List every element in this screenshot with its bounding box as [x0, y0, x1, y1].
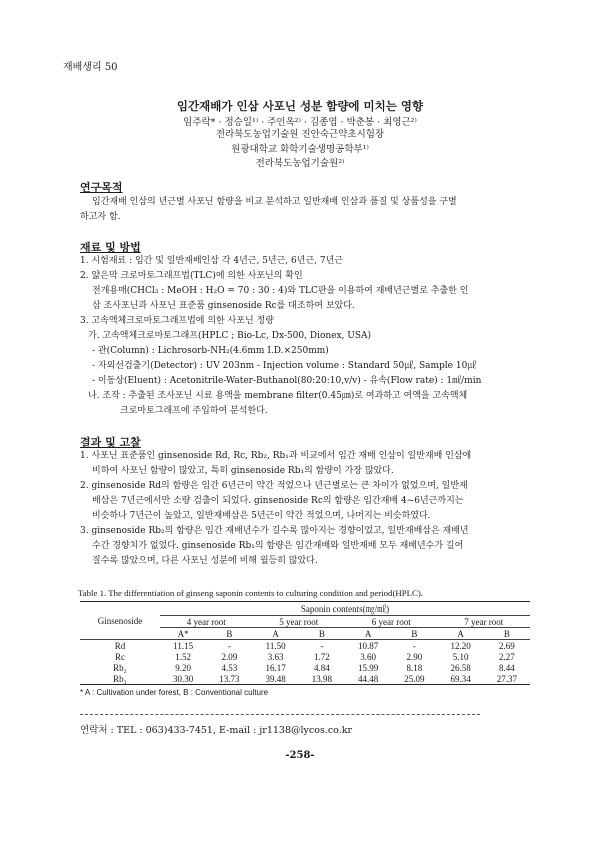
- group-header: 5 year root: [253, 616, 346, 628]
- contact-tel: TEL : 063)433-7451,: [116, 725, 216, 736]
- author-list: 임주락* · 정승일¹⁾ · 주인옥²⁾ · 김종엽 · 박춘봉 · 최영근²⁾: [183, 117, 417, 128]
- methods-heading: 재료 및 방법: [80, 241, 141, 254]
- table-cell: 15.99: [358, 662, 379, 673]
- text-line: 삼 조사포닌과 사포닌 표준품 ginsenoside Rc를 대조하여 보았다.: [92, 301, 355, 311]
- text-line: - 이동상(Eluent) : Acetonitrile-Water-Buthanol(80:20:10,v/v) - 유속(Flow rate) : 1㎖/min: [92, 376, 482, 386]
- text-line: 전개용매(CHCl₃ : MeOH : H₂O = 70 : 30 : 4)와 TLC판을 이용하여 재배년근별로 추출한 인: [92, 286, 469, 296]
- table-cell: 13.98: [311, 673, 332, 684]
- subcol-header: B: [299, 628, 345, 640]
- table-cell: 12.20: [450, 640, 471, 651]
- table-cell: 27.37: [496, 673, 517, 684]
- table-cell: 9.20: [175, 662, 191, 673]
- affiliation-block: [0, 128, 600, 172]
- row-label: Rc: [115, 651, 125, 662]
- table-cell: 3.60: [360, 651, 376, 662]
- table-cell: 11.50: [265, 640, 286, 651]
- saponin-span-header: Saponin contents(㎎/㎖): [160, 602, 530, 616]
- table-cell: 2.69: [499, 640, 515, 651]
- text-line: 나. 조작 : 추출된 조사포닌 시료 용액을 membrane filter(0.45㎛)로 여과하고 여액을 고속액체: [88, 391, 468, 401]
- table-cell: 3.63: [267, 651, 284, 662]
- contact-line: [80, 722, 352, 736]
- ginsenoside-col-header: Ginsenoside: [80, 602, 160, 640]
- affiliation-line: 원광대학교 화학기술생명공학부¹⁾: [231, 143, 369, 155]
- group-header: 4 year root: [160, 616, 253, 628]
- table-cell: 10.87: [358, 640, 379, 651]
- table-cell: 8.44: [499, 662, 515, 673]
- contact-label: 연락처 :: [80, 725, 114, 736]
- objective-heading: 연구목적: [80, 181, 123, 194]
- group-header: 7 year root: [438, 616, 531, 628]
- session-label: 재배생리 50: [63, 62, 118, 73]
- results-heading: 결과 및 고찰: [80, 436, 141, 449]
- subcol-header: A: [438, 628, 484, 640]
- table-cell: 69.34: [450, 673, 471, 684]
- table-cell: 4.53: [221, 662, 238, 673]
- text-line: 크로마토그래프에 주입하여 분석한다.: [120, 406, 268, 416]
- table-cell: 16.17: [265, 662, 286, 673]
- table-cell: 11.15: [173, 640, 194, 651]
- table-caption: Table 1. The differentiation of ginseng saponin contents to culturing condition and period(HPLC).: [78, 588, 423, 598]
- table-cell: 13.73: [219, 673, 240, 684]
- subcol-header: B: [391, 628, 437, 640]
- results-text: [80, 449, 540, 569]
- paper-title: 임간재배가 인삼 사포닌 성분 함량에 미치는 영향: [176, 99, 424, 113]
- table-row: [80, 662, 530, 673]
- table-cell: -: [320, 640, 324, 651]
- text-line: 3. ginsenoside Rb₂의 함량은 임간 재배년수가 길수록 많아지는 경향이었고, 일반재배삼은 재배년: [80, 526, 469, 536]
- text-line: 하고자 함.: [80, 212, 121, 222]
- group-header: 6 year root: [345, 616, 438, 628]
- subcol-header: A*: [160, 628, 206, 640]
- text-line: - 자외선검출기(Detector) : UV 203nm - Injection volume : Standard 50㎕, Sample 10㎕: [92, 361, 477, 371]
- contact-divider: [80, 714, 480, 715]
- results-table: [80, 601, 530, 685]
- text-line: 배삼은 7년근에서만 소량 검출이 되었다. ginsenoside Rc의 함량은 임간재배 4~6년근까지는: [92, 496, 464, 506]
- table-cell: 1.72: [314, 651, 330, 662]
- table-cell: 5.10: [452, 651, 469, 662]
- table-cell: -: [227, 640, 231, 651]
- table-cell: 2.90: [406, 651, 423, 662]
- text-line: 2. 얇은막 크로마토그래프법(TLC)에 의한 사포닌의 확인: [80, 271, 303, 281]
- table-cell: 4.84: [314, 662, 330, 673]
- page-number: -258-: [285, 750, 315, 761]
- table-cell: 2.27: [499, 651, 515, 662]
- table-cell: -: [412, 640, 416, 651]
- table-cell: 25.09: [404, 673, 425, 684]
- subcol-header: A: [253, 628, 299, 640]
- table-cell: 2.09: [221, 651, 238, 662]
- text-line: 1. 시험재료 : 임간 및 일반재배인삼 각 4년근, 5년근, 6년근, 7년근: [80, 256, 343, 266]
- table-cell: 1.52: [175, 651, 191, 662]
- row-label: Rb₂: [113, 662, 127, 673]
- methods-text: [80, 254, 540, 419]
- table-row: [80, 673, 530, 685]
- table-row: [80, 651, 530, 662]
- table-cell: 44.48: [358, 673, 379, 684]
- text-line: 가. 고속액체크로마토그래프(HPLC ; Bio-Lc, Dx-500, Dionex, USA): [88, 331, 372, 341]
- text-line: 질수록 많았으며, 다른 사포닌 성분에 비해 월등히 많았다.: [92, 556, 318, 566]
- text-line: - 관(Column) : Lichrosorb-NH₂(4.6mm I.D.×250mm): [92, 346, 329, 356]
- table-cell: 30.30: [173, 673, 194, 684]
- text-line: 2. ginsenoside Rd의 함량은 임간 6년근이 약간 적었으나 년근별로는 큰 차이가 없었으며, 일반재: [80, 481, 468, 491]
- text-line: 비슷하나 7년근이 높았고, 일반재배삼은 5년근이 약간 적었으며, 나머지는 비슷하였다.: [92, 511, 431, 521]
- subcol-header: B: [484, 628, 530, 640]
- table-row: [80, 640, 530, 652]
- row-label: Rb₁: [113, 673, 127, 684]
- text-line: 비하여 사포닌 함량이 많았고, 특히 ginsenoside Rb₁의 함량이 가장 많았다.: [92, 466, 394, 476]
- text-line: 3. 고속액체크로마토그래프법에 의한 사포닌 정량: [80, 316, 274, 326]
- table-cell: 26.58: [450, 662, 471, 673]
- row-label: Rd: [114, 640, 126, 651]
- table-footnote: * A : Cultivation under forest, B : Conventional culture: [80, 688, 269, 697]
- contact-email: E-mail : jr1138@lycos.co.kr: [219, 725, 353, 736]
- objective-text: [80, 195, 540, 225]
- subcol-header: B: [206, 628, 252, 640]
- subcol-header: A: [345, 628, 391, 640]
- text-line: 1. 사포닌 표준품인 ginsenoside Rd, Rc, Rb₂, Rb₁과 비교에서 임간 재배 인삼이 일반재배 인삼에: [80, 451, 472, 461]
- affiliation-line: 전라북도농업기술원²⁾: [255, 158, 345, 169]
- table-cell: 39.48: [265, 673, 286, 684]
- table-cell: 8.18: [406, 662, 423, 673]
- text-line: 수간 경향치가 없었다. ginsenoside Rb₁의 함량은 임간재배와 일반재배 모두 재배년수가 길어: [92, 541, 464, 551]
- text-line: 임간재배 인삼의 년근별 사포닌 함량을 비교 분석하고 일반재배 인삼과 품질 및 상품성을 구별: [92, 197, 457, 207]
- affiliation-line: 전라북도농업기술원 진안숙근약초시험장: [215, 129, 385, 140]
